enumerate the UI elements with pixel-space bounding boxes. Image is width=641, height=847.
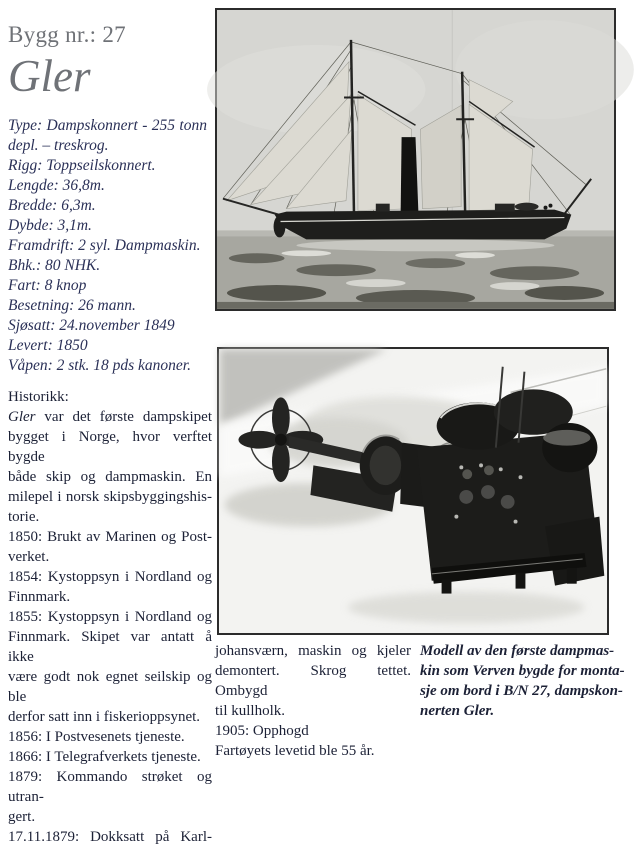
engine-photo-caption	[420, 641, 634, 721]
text-line: 1855: Kystoppsyn i Nordland og	[8, 609, 212, 625]
text-line: Sjøsatt: 24.november 1849	[8, 317, 175, 334]
ship-photo	[215, 8, 616, 311]
text-line: Besetning: 26 mann.	[8, 297, 136, 314]
text-line: 1866: I Telegrafverkets tjeneste.	[8, 749, 201, 765]
text-line: Finnmark.	[8, 589, 71, 605]
text-line: bygget i Norge, hvor verftet bygde	[8, 429, 212, 465]
spec-list	[8, 116, 207, 376]
text-line: verket.	[8, 549, 50, 565]
engine-model-photo	[217, 347, 609, 635]
text-line: Bredde: 6,3m.	[8, 197, 96, 214]
text-line: både skip og dampmaskin. En	[8, 469, 212, 485]
text-line: nerten Gler.	[420, 703, 495, 719]
text-line: 1854: Kystoppsyn i Nordland og	[8, 569, 212, 585]
history-section	[8, 387, 212, 847]
text-line: derfor satt inn i fiskerioppsynet.	[8, 709, 201, 725]
text-line: 17.11.1879: Dokksatt på Karl-	[8, 829, 212, 845]
text-line: til kullholk.	[215, 703, 286, 719]
text-line: Fart: 8 knop	[8, 277, 87, 294]
text-line: 1856: I Postvesenets tjeneste.	[8, 729, 185, 745]
text-line: johansværn, maskin og kjeler	[215, 643, 411, 659]
text-line: 1879: Kommando strøket og utran-	[8, 769, 212, 805]
text-line: Gler var det første dampskipet	[8, 409, 212, 425]
funnel	[401, 137, 419, 214]
text-line: Finnmark. Skipet var antatt å ikke	[8, 629, 212, 665]
text-line: Våpen: 2 stk. 18 pds kanoner.	[8, 357, 191, 374]
ship-name-title: Gler	[8, 51, 91, 101]
build-number-heading: Bygg nr.: 27	[8, 22, 126, 47]
text-line: Modell av den første dampmas-	[420, 643, 615, 659]
text-line: torie.	[8, 509, 40, 525]
text-line: Lengde: 36,8m.	[8, 177, 105, 194]
history-text	[8, 407, 212, 847]
text-line: 1905: Opphogd	[215, 723, 309, 739]
sea	[217, 230, 614, 308]
text-line: Bhk.: 80 NHK.	[8, 257, 101, 274]
text-line: Framdrift: 2 syl. Dampmaskin.	[8, 237, 201, 254]
text-line: Type: Dampskonnert - 255 tonn	[8, 117, 207, 134]
text-line: sje om bord i B/N 27, dampskon-	[420, 683, 623, 699]
text-line: være godt nok egnet seilskip og ble	[8, 669, 212, 705]
history-continuation-column	[215, 641, 411, 761]
text-line: kin som Verven bygde for monta-	[420, 663, 625, 679]
text-line: demontert. Skrog tettet. Ombygd	[215, 663, 411, 699]
ship-photo-illustration	[217, 10, 614, 309]
text-line: Dybde: 3,1m.	[8, 217, 92, 234]
text-line: Levert: 1850	[8, 337, 88, 354]
text-line: depl. – treskrog.	[8, 137, 109, 154]
engine-photo-illustration	[219, 349, 607, 633]
text-line: Fartøyets levetid ble 55 år.	[215, 743, 375, 759]
text-line: gert.	[8, 809, 36, 825]
text-line: 1850: Brukt av Marinen og Post-	[8, 529, 212, 545]
text-line: milepel i norsk skipsbyggingshis-	[8, 489, 212, 505]
history-heading: Historikk:	[8, 389, 69, 405]
text-line: Rigg: Toppseilskonnert.	[8, 157, 156, 174]
